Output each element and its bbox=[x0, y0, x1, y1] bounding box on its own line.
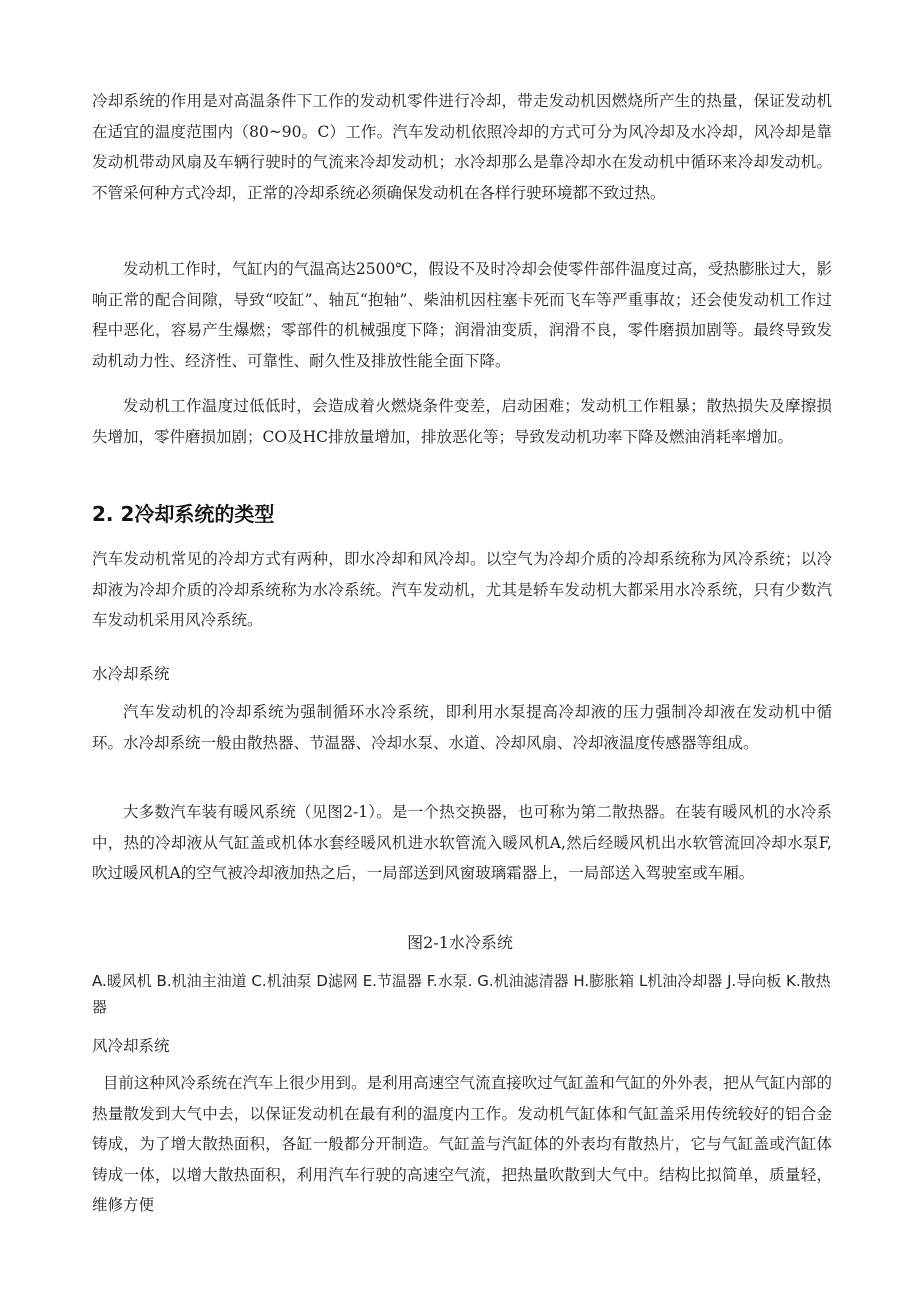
figure-legend: A.暖风机 B.机油主油道 C.机油泵 D滤网 E.节温器 F.水泵. G.机油滤清器 H.膨胀箱 L机油冷却器 J.导向板 K.散热器 bbox=[92, 972, 831, 1016]
paragraph-water-cooling-composition: 汽车发动机的冷却系统为强制循环水冷系统，即利用水泵提高冷却液的压力强制冷却液在发动机中循环。水冷却系统一般由散热器、节温器、冷却水泵、水道、冷却风扇、冷却液温度传感器等组成。 bbox=[92, 703, 832, 752]
paragraph-heater-system: 大多数汽车装有暖风系统（见图2-1）。是一个热交换器，也可称为第二散热器。在装有暖风机的水冷系中，热的冷却液从气缸盖或机体水套经暖风机进水软管流入暖风机A,然后经暖风机出水软管流回冷却水泵F,吹过暖风机A的空气被冷却液加热之后，一局部送到风窗玻璃霜器上，一局部送入驾驶室或车厢。 bbox=[92, 803, 832, 882]
figure-caption: 图2-1水冷系统 bbox=[407, 933, 513, 952]
section-heading: 2. 2冷却系统的类型 bbox=[92, 502, 275, 526]
paragraph-cooling-types-intro: 汽车发动机常见的冷却方式有两种，即水冷却和风冷却。以空气为冷却介质的冷却系统称为风冷系统；以冷却液为冷却介质的冷却系统称为水冷系统。汽车发动机，尤其是轿车发动机大都采用水冷系统，只有少数汽车发动机采用风冷系统。 bbox=[92, 550, 832, 629]
paragraph-high-temperature-effects: 发动机工作时，气缸内的气温高达2500℃，假设不及时冷却会使零件部件温度过高，受热膨胀过大，影响正常的配合间隙，导致“咬缸”、轴瓦“抱轴”、柴油机因柱塞卡死而飞车等严重事故；还会使发动机工作过程中恶化，容易产生爆燃；零部件的机械强度下降；润滑油变质，润滑不良，零件磨损加剧等。最终导致发动机动力性、经济性、可靠性、耐久性及排放性能全面下降。 bbox=[92, 260, 832, 370]
paragraph-air-cooling: 目前这种风冷系统在汽车上很少用到。是利用高速空气流直接吹过气缸盖和气缸的外外表，把从气缸内部的热量散发到大气中去，以保证发动机在最有利的温度内工作。发动机气缸体和气缸盖采用传统较好的铝合金铸成，为了增大散热面积，各缸一般都分开制造。气缸盖与汽缸体的外表均有散热片，它与气缸盖或汽缸体铸成一体，以增大散热面积，利用汽车行驶的高速空气流，把热量吹散到大气中。结构比拟简单，质量轻，维修方便 bbox=[92, 1074, 832, 1214]
paragraph-cooling-function: 冷却系统的作用是对高温条件下工作的发动机零件进行冷却，带走发动机因燃烧所产生的热量，保证发动机在适宜的温度范围内（80~90。C）工作。汽车发动机依照冷却的方式可分为风冷却及水冷却，风冷却是靠发动机带动风扇及车辆行驶时的气流来冷却发动机；水冷却那么是靠冷却水在发动机中循环来冷却发动机。不管采何种方式冷却，正常的冷却系统必须确保发动机在各样行驶环境都不致过热。 bbox=[92, 92, 832, 202]
paragraph-low-temperature-effects: 发动机工作温度过低低时，会造成着火燃烧条件变差，启动困难；发动机工作粗暴；散热损失及摩擦损失增加，零件磨损加剧；CO及HC排放量增加，排放恶化等；导致发动机功率下降及燃油消耗率增加。 bbox=[92, 397, 832, 446]
subsection-title-water-cooling: 水冷却系统 bbox=[92, 665, 170, 683]
subsection-title-air-cooling: 风冷却系统 bbox=[92, 1037, 170, 1055]
